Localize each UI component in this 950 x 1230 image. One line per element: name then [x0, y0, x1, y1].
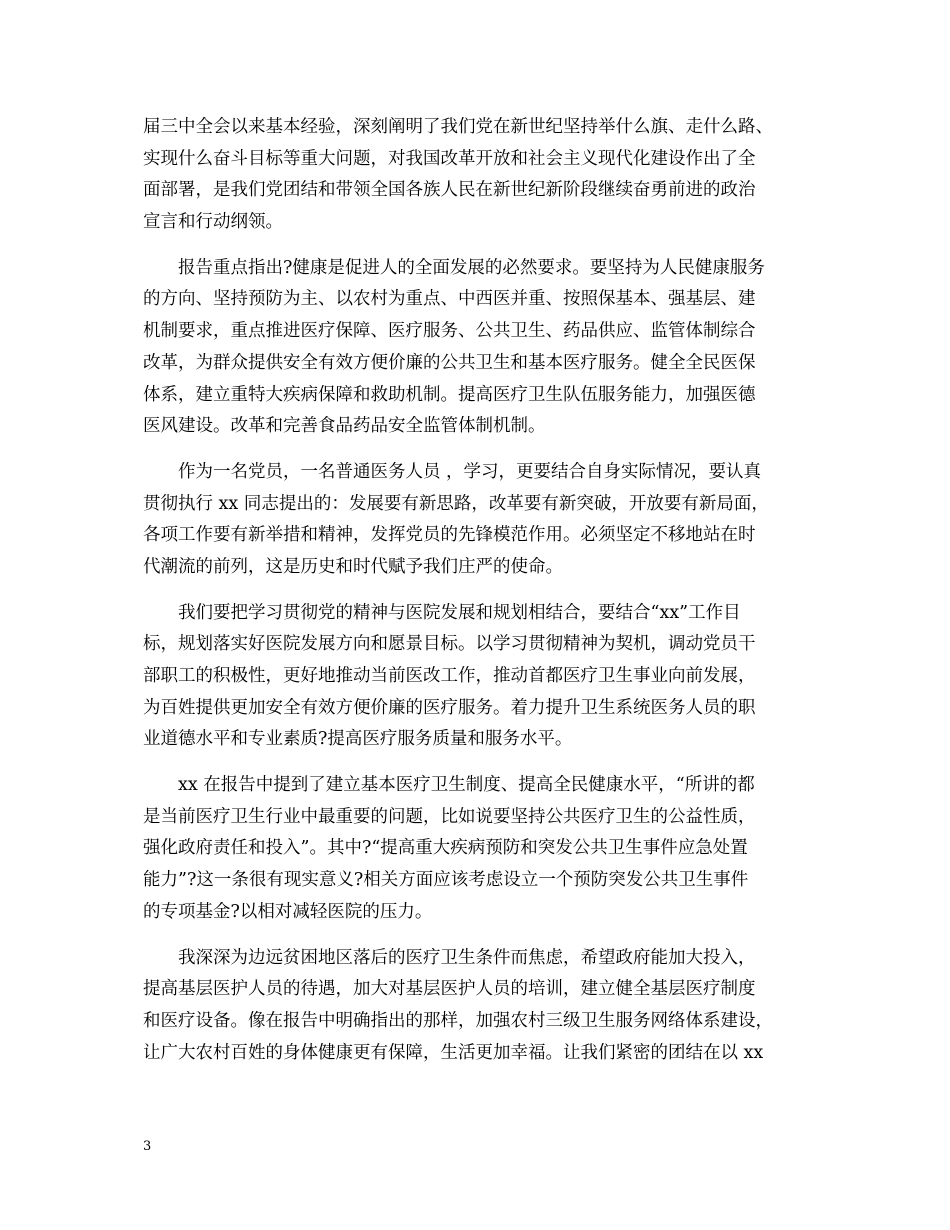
text-line: 实现什么奋斗目标等重大问题，对我国改革开放和社会主义现代化建设作出了全 — [143, 148, 756, 169]
text-line: 各项工作要有新举措和精神，发挥党员的先锋模范作用。必须坚定不移地站在时 — [143, 525, 756, 546]
text-line: 的方向、坚持预防为主、以农村为重点、中西医并重、按照保基本、强基层、建 — [143, 289, 756, 310]
text-line: 我深深为边远贫困地区落后的医疗卫生条件而焦虑，希望政府能加大投入， — [178, 947, 756, 968]
text-line: 为百姓提供更加安全有效方便价廉的医疗服务。着力提升卫生系统医务人员的职 — [143, 697, 756, 718]
page-number: 3 — [143, 1139, 152, 1154]
paragraph-4 — [143, 598, 823, 756]
text-line: 标，规划落实好医院发展方向和愿景目标。以学习贯彻精神为契机，调动党员干 — [143, 634, 756, 655]
paragraph-2 — [143, 253, 823, 443]
text-line: 机制要求，重点推进医疗保障、医疗服务、公共卫生、药品供应、监管体制综合 — [143, 321, 756, 342]
paragraph-6 — [143, 943, 823, 1070]
text-line: xx 在报告中提到了建立基本医疗卫生制度、提高全民健康水平，“所讲的都 — [178, 775, 755, 796]
text-line: 届三中全会以来基本经验，深刻阐明了我们党在新世纪坚持举什么旗、走什么路、 — [143, 117, 773, 137]
text-line: 宣言和行动纲领。 — [143, 212, 283, 233]
paragraph-5 — [143, 770, 823, 928]
text-line: 代潮流的前列，这是历史和时代赋予我们庄严的使命。 — [143, 556, 563, 577]
text-line: 我们要把学习贯彻党的精神与医院发展和规划相结合，要结合“xx”工作目 — [178, 602, 741, 623]
text-line: 让广大农村百姓的身体健康更有保障，生活更加幸福。让我们紧密的团结在以 xx — [143, 1042, 764, 1063]
text-line: 贯彻执行 xx 同志提出的：发展要有新思路，改革要有新突破，开放要有新局面， — [143, 493, 769, 514]
text-line: 提高基层医护人员的待遇，加大对基层医护人员的培训，建立健全基层医疗制度 — [143, 979, 756, 1000]
text-line: 的专项基金?以相对减轻医院的压力。 — [143, 901, 433, 922]
text-line: 部职工的积极性，更好地推动当前医改工作，推动首都医疗卫生事业向前发展， — [143, 666, 756, 686]
text-line: 改革，为群众提供安全有效方便价廉的公共卫生和基本医疗服务。健全全民医保 — [143, 352, 756, 373]
text-line: 能力”?这一条很有现实意义?相关方面应该考虑设立一个预防突发公共卫生事件 — [143, 870, 749, 891]
text-line: 作为一名党员，一名普通医务人员 ，学习，更要结合自身实际情况，要认真 — [178, 461, 762, 482]
text-line: 业道德水平和专业素质?提高医疗服务质量和服务水平。 — [143, 729, 573, 750]
paragraph-3 — [143, 457, 823, 584]
text-line: 面部署，是我们党团结和带领全国各族人民在新世纪新阶段继续奋勇前进的政治 — [143, 180, 756, 201]
text-line: 和医疗设备。像在报告中明确指出的那样，加强农村三级卫生服务网络体系建设， — [143, 1010, 773, 1031]
text-line: 是当前医疗卫生行业中最重要的问题，比如说要坚持公共医疗卫生的公益性质， — [143, 806, 756, 827]
text-line: 强化政府责任和投入”。其中?“提高重大疾病预防和突发公共卫生事件应急处置 — [143, 838, 748, 859]
text-line: 报告重点指出?健康是促进人的全面发展的必然要求。要坚持为人民健康服务 — [178, 257, 765, 278]
document-body — [143, 112, 823, 1083]
paragraph-1 — [143, 112, 823, 239]
text-line: 医风建设。改革和完善食品药品安全监管体制机制。 — [143, 416, 546, 437]
text-line: 体系，建立重特大疾病保障和救助机制。提高医疗卫生队伍服务能力，加强医德 — [143, 384, 756, 405]
